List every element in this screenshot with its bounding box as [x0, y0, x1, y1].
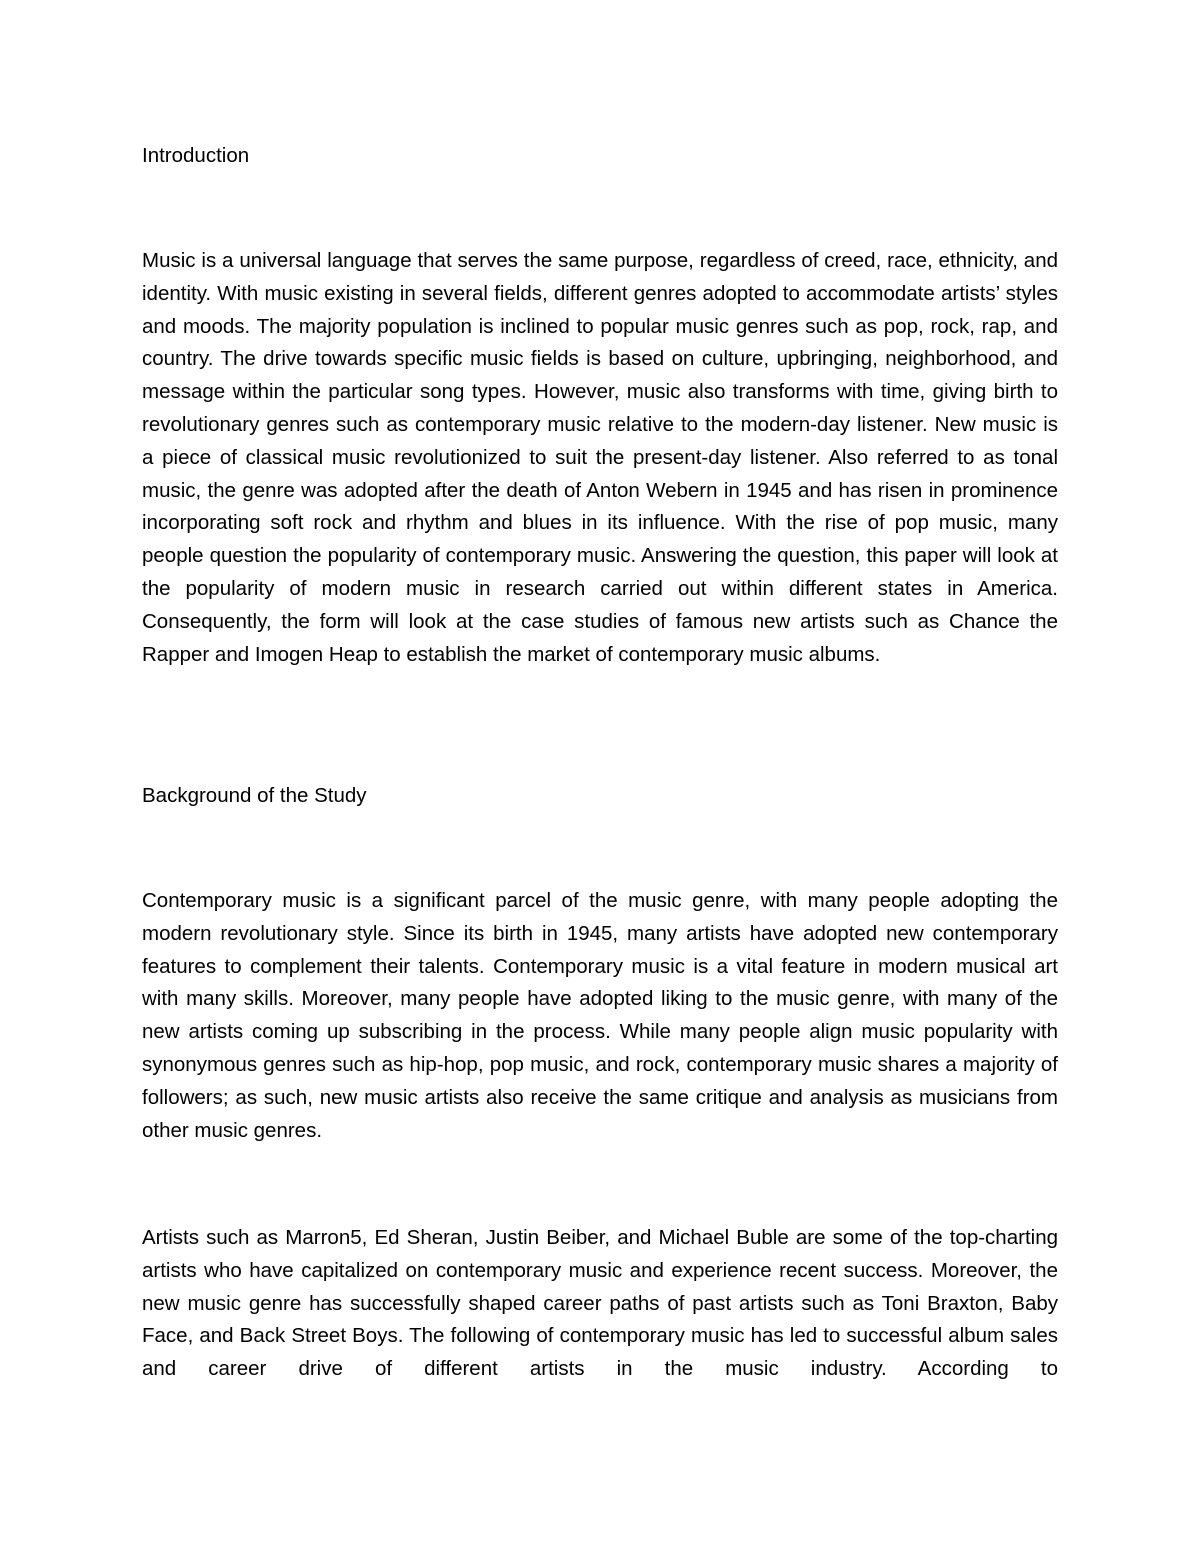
background-paragraph-2: Artists such as Marron5, Ed Sheran, Justin Beiber, and Michael Buble are some of the top-charting artists who have capitalized on contemporary music and experience recent success. Moreover, the new music genre has successfully shaped career paths of past artists such as Toni Braxton, Baby Face, and Back Street Boys. The following of contemporary music has led to successful album sales and career drive of different artists in the music industry. According to — [142, 1226, 1058, 1381]
section-heading-introduction: Introduction — [142, 144, 250, 167]
section-heading-background-of-the-study: Background of the Study — [142, 784, 367, 807]
introduction-paragraph: Music is a universal language that serves the same purpose, regardless of creed, race, ethnicity, and identity. With music existing in several fields, different genres adopted to accommodate artists’ styles and moods. The majority population is inclined to popular music genres such as pop, rock, rap, and country. The drive towards specific music fields is based on culture, upbringing, neighborhood, and message within the particular song types. However, music also transforms with time, giving birth to revolutionary genres such as contemporary music relative to the modern-day listener. New music is a piece of classical music revolutionized to suit the present-day listener. Also referred to as tonal music, the genre was adopted after the death of Anton Webern in 1945 and has risen in prominence incorporating soft rock and rhythm and blues in its influence. With the rise of pop music, many people question the popularity of contemporary music. Answering the question, this paper will look at the popularity of modern music in research carried out within different states in America. Consequently, the form will look at the case studies of famous new artists such as Chance the Rapper and Imogen Heap to establish the market of contemporary music albums. — [142, 249, 1058, 666]
background-paragraph-1: Contemporary music is a significant parcel of the music genre, with many people adopting the modern revolutionary style. Since its birth in 1945, many artists have adopted new contemporary features to complement their talents. Contemporary music is a vital feature in modern musical art with many skills. Moreover, many people have adopted liking to the music genre, with many of the new artists coming up subscribing in the process. While many people align music popularity with synonymous genres such as hip-hop, pop music, and rock, contemporary music shares a majority of followers; as such, new music artists also receive the same critique and analysis as musicians from other music genres. — [142, 889, 1058, 1142]
